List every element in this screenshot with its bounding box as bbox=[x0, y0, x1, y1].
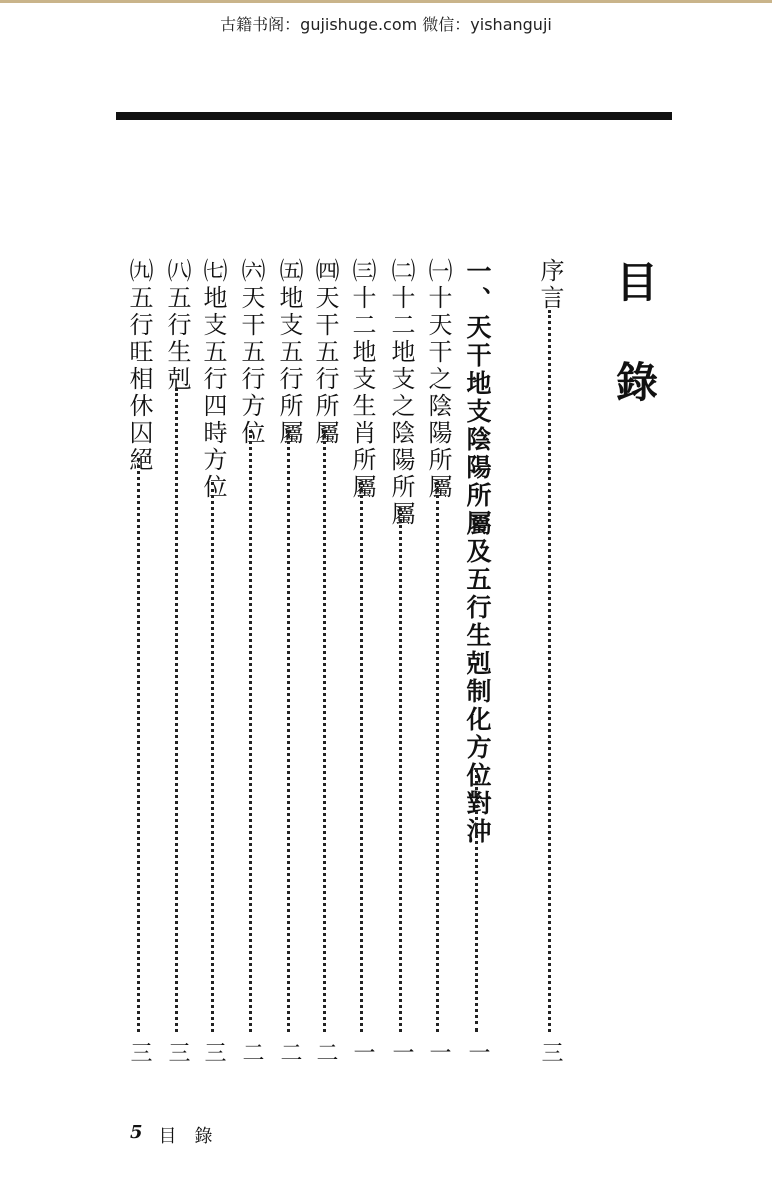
toc-page-number: 三 bbox=[538, 1041, 563, 1063]
footer-label: 目 錄 bbox=[158, 1126, 213, 1147]
toc-entry-section-3[interactable] bbox=[345, 258, 379, 1083]
toc-page-number: 三 bbox=[165, 1041, 190, 1063]
top-border-line bbox=[0, 0, 772, 3]
leader-dots bbox=[249, 430, 252, 1032]
toc-entry-section-8[interactable] bbox=[160, 258, 194, 1083]
toc-entry-section-4[interactable] bbox=[308, 258, 342, 1083]
page-footer bbox=[130, 1122, 213, 1148]
footer-page-number: 5 bbox=[130, 1122, 143, 1143]
toc-entry-text: ㈨五行旺相休囚絕 bbox=[125, 258, 153, 474]
toc-page-number: 一 bbox=[389, 1041, 414, 1063]
toc-entry-section-6[interactable] bbox=[234, 258, 268, 1083]
toc-entry-section-2[interactable] bbox=[384, 258, 418, 1083]
leader-dots bbox=[211, 482, 214, 1032]
toc-entry-preface[interactable] bbox=[533, 258, 567, 1083]
toc-entry-text: ㈠十天干之陰陽所屬 bbox=[424, 258, 452, 501]
toc-entry-text: ㈦地支五行四時方位 bbox=[199, 258, 227, 501]
toc-page-number: 三 bbox=[201, 1041, 226, 1063]
toc-page-number: 二 bbox=[239, 1041, 264, 1063]
title-char-mu: 目 bbox=[615, 258, 658, 307]
toc-entry-text: ㈢十二地支生肖所屬 bbox=[348, 258, 376, 501]
toc-entry-text: ㈤地支五行所屬 bbox=[275, 258, 303, 447]
toc-entry-chapter-1[interactable] bbox=[460, 258, 494, 1083]
toc-page-number: 三 bbox=[127, 1041, 152, 1063]
toc-entry-text: ㈡十二地支之陰陽所屬 bbox=[387, 258, 415, 528]
watermark-text: 古籍书阁：gujishuge.com 微信：yishanguji bbox=[220, 15, 552, 34]
leader-dots bbox=[360, 482, 363, 1032]
leader-dots bbox=[436, 482, 439, 1032]
leader-dots bbox=[137, 458, 140, 1032]
toc-page-number: 二 bbox=[313, 1041, 338, 1063]
toc-entry-text: ㈣天干五行所屬 bbox=[311, 258, 339, 447]
toc-entry-text: ㈧五行生剋 bbox=[163, 258, 191, 393]
toc-entry-section-9[interactable] bbox=[122, 258, 156, 1083]
toc-entry-section-5[interactable] bbox=[272, 258, 306, 1083]
toc-page-number: 一 bbox=[426, 1041, 451, 1063]
leader-dots bbox=[475, 768, 478, 1032]
toc-entry-section-1[interactable] bbox=[421, 258, 455, 1083]
toc-page-number: 二 bbox=[277, 1041, 302, 1063]
toc-entry-section-7[interactable] bbox=[196, 258, 230, 1083]
toc-entry-text: 序言 bbox=[536, 258, 564, 312]
toc-entry-text: ㈥天干五行方位 bbox=[237, 258, 265, 447]
title-char-lu: 錄 bbox=[615, 358, 658, 407]
toc-page-number: 一 bbox=[350, 1041, 375, 1063]
header-rule bbox=[116, 112, 672, 120]
leader-dots bbox=[175, 388, 178, 1032]
leader-dots bbox=[287, 430, 290, 1032]
leader-dots bbox=[323, 430, 326, 1032]
leader-dots bbox=[548, 310, 551, 1032]
toc-page-number: 一 bbox=[465, 1041, 490, 1063]
leader-dots bbox=[399, 508, 402, 1032]
toc-entry-text: 一、天干地支陰陽所屬及五行生剋制化方位對沖 bbox=[463, 258, 492, 846]
